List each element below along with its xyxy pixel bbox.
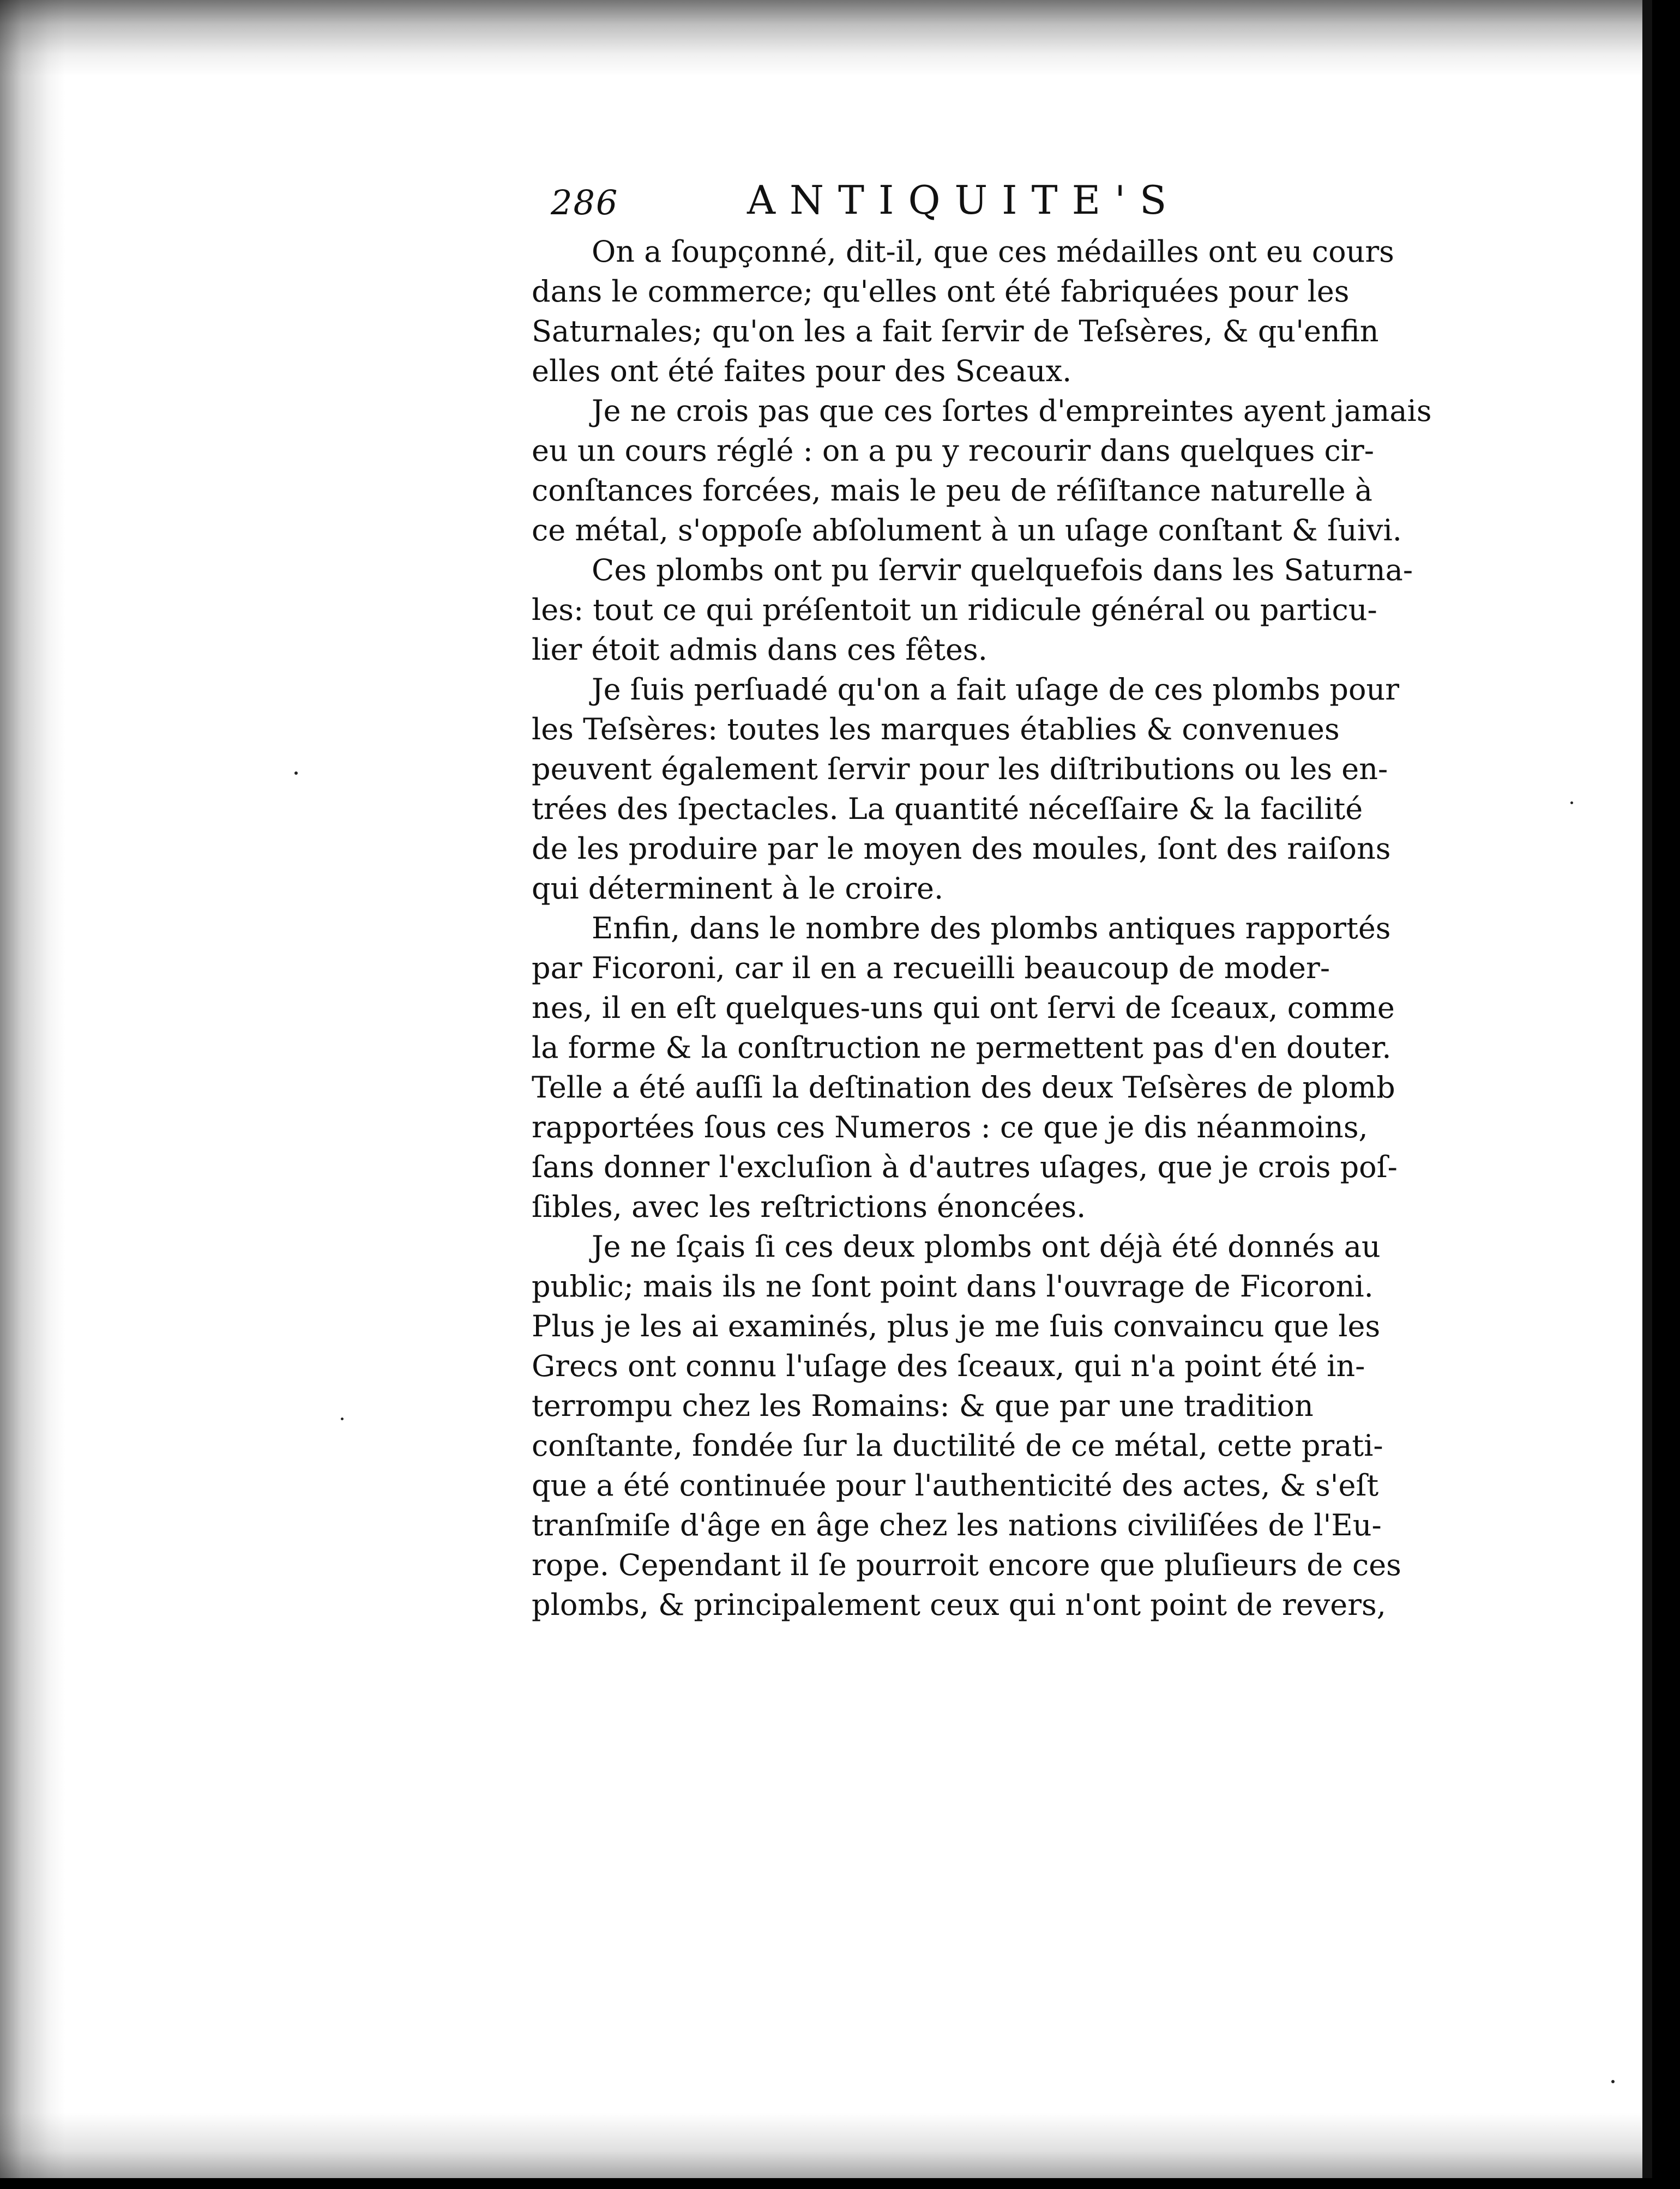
text-line: Enfin, dans le nombre des plombs antiques rapportés — [592, 911, 1391, 945]
text-line: dans le commerce; qu'elles ont été fabriquées pour les — [532, 274, 1350, 309]
text-line: Je ſuis perſuadé qu'on a fait uſage de ces plombs pour — [592, 672, 1400, 707]
scan-edge-top — [0, 0, 1652, 76]
text-line: eu un cours réglé : on a pu y recourir dans quelques cir- — [532, 433, 1375, 468]
text-line: trées des ſpectacles. La quantité néceſſaire & la facilité — [532, 792, 1363, 826]
scan-edge-left — [0, 0, 65, 2178]
text-line: ſans donner l'excluſion à d'autres uſages, que je crois poſ- — [532, 1150, 1398, 1184]
text-line: ſibles, avec les reſtrictions énoncées. — [532, 1190, 1086, 1224]
text-line: public; mais ils ne ſont point dans l'ouvrage de Ficoroni. — [532, 1269, 1374, 1304]
text-line: Ces plombs ont pu ſervir quelquefois dans les Saturna- — [592, 553, 1413, 587]
text-line: Saturnales; qu'on les a fait ſervir de Teſsères, & qu'enfin — [532, 314, 1379, 348]
scan-speck — [1570, 801, 1573, 804]
text-line: On a ſoupçonné, dit-il, que ces médailles ont eu cours — [592, 234, 1394, 269]
text-line: par Ficoroni, car il en a recueilli beaucoup de moder- — [532, 951, 1330, 985]
text-line: la forme & la conſtruction ne permettent pas d'en douter. — [532, 1030, 1392, 1065]
text-line: lier étoit admis dans ces fêtes. — [532, 632, 987, 667]
scan-speck — [1611, 2080, 1615, 2083]
text-line: qui déterminent à le croire. — [532, 871, 944, 906]
text-line: peuvent également ſervir pour les diſtributions ou les en- — [532, 752, 1388, 786]
text-line: les Teſsères: toutes les marques établies & convenues — [532, 712, 1340, 746]
text-line: nes, il en eſt quelques-uns qui ont ſervi de ſceaux, comme — [532, 991, 1395, 1025]
scan-speck — [341, 1418, 344, 1420]
text-line: ce métal, s'oppoſe abſolument à un uſage conſtant & ſuivi. — [532, 513, 1402, 547]
scan-edge-bottom — [0, 2113, 1652, 2178]
text-line: Je ne crois pas que ces ſortes d'empreintes ayent jamais — [592, 394, 1432, 428]
page-header — [551, 177, 1249, 237]
scan-speck — [294, 771, 298, 775]
text-line: rapportées ſous ces Numeros : ce que je dis néanmoins, — [532, 1110, 1368, 1144]
text-line: Telle a été auſſi la deſtination des deux Teſsères de plomb — [532, 1070, 1395, 1105]
text-line: de les produire par le moyen des moules, ſont des raiſons — [532, 831, 1391, 866]
text-line: que a été continuée pour l'authenticité des actes, & s'eſt — [532, 1468, 1379, 1503]
body-text — [532, 232, 1432, 1625]
text-line: conſtances forcées, mais le peu de réſiſtance naturelle à — [532, 473, 1373, 508]
scan-edge-right — [1642, 0, 1652, 2178]
page-number: 286 — [551, 183, 619, 222]
text-line: rope. Cependant il ſe pourroit encore que pluſieurs de ces — [532, 1548, 1401, 1582]
running-title: ANTIQUITE'S — [747, 177, 1181, 223]
text-line: les: tout ce qui préſentoit un ridicule général ou particu- — [532, 593, 1377, 627]
text-line: elles ont été faites pour des Sceaux. — [532, 354, 1072, 388]
text-line: Plus je les ai examinés, plus je me ſuis convaincu que les — [532, 1309, 1381, 1343]
text-line: plombs, & principalement ceux qui n'ont point de revers, — [532, 1588, 1386, 1622]
text-line: tranſmiſe d'âge en âge chez les nations civiliſées de l'Eu- — [532, 1508, 1382, 1542]
text-line: Je ne ſçais ſi ces deux plombs ont déjà été donnés au — [592, 1229, 1381, 1264]
text-line: conſtante, fondée ſur la ductilité de ce métal, cette prati- — [532, 1428, 1383, 1463]
text-line: Grecs ont connu l'uſage des ſceaux, qui n'a point été in- — [532, 1349, 1365, 1383]
text-line: terrompu chez les Romains: & que par une tradition — [532, 1389, 1314, 1423]
